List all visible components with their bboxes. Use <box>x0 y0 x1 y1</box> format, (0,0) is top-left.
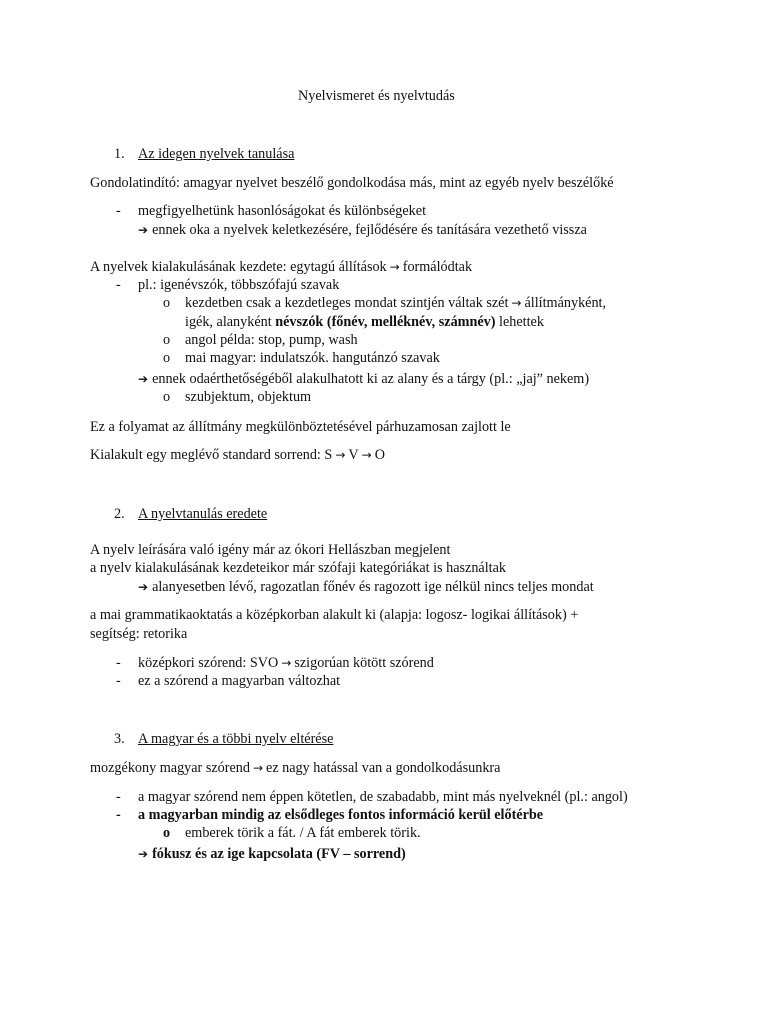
arrow-line: ➔ fókusz és az ige kapcsolata (FV – sorrend) <box>138 846 406 862</box>
bullet-circle: o <box>163 332 171 348</box>
bullet-dash: - <box>116 277 121 293</box>
bullet-circle: o <box>163 295 171 311</box>
right-arrow-icon: → <box>389 260 400 274</box>
right-arrow-icon: → <box>281 656 292 670</box>
paragraph: segítség: retorika <box>90 626 188 642</box>
paragraph: mozgékony magyar szórend → ez nagy hatással van a gondolkodásunkra <box>90 760 501 776</box>
bullet-text: szubjektum, objektum <box>185 389 312 405</box>
bullet-dash: - <box>116 673 121 689</box>
bullet-dash: - <box>116 807 121 823</box>
arrow-line: ➔ ennek oka a nyelvek keletkezésére, fejlődésére és tanítására vezethető vissza <box>138 222 587 238</box>
page-title: Nyelvismeret és nyelvtudás <box>298 88 455 104</box>
right-arrow-icon: → <box>361 448 372 462</box>
bullet-text: a magyar szórend nem éppen kötetlen, de szabadabb, mint más nyelveknél (pl.: angol) <box>138 789 628 805</box>
bullet-circle: o <box>163 825 171 841</box>
section-number: 1. <box>114 146 125 162</box>
paragraph: Gondolatindító: amagyar nyelvet beszélő gondolkodása más, mint az egyéb nyelv beszélőké <box>90 175 614 191</box>
paragraph: a mai grammatikaoktatás a középkorban alakult ki (alapja: logosz- logikai állítások) + <box>90 607 579 623</box>
arrow-icon: ➔ <box>138 847 149 861</box>
bullet-text: mai magyar: indulatszók. hangutánzó szavak <box>185 350 440 366</box>
paragraph: Ez a folyamat az állítmány megkülönböztetésével párhuzamosan zajlott le <box>90 419 511 435</box>
bullet-text: emberek törik a fát. / A fát emberek törik. <box>185 825 421 841</box>
section-heading: A nyelvtanulás eredete <box>138 506 268 522</box>
bullet-dash: - <box>116 655 121 671</box>
bullet-dash: - <box>116 203 121 219</box>
right-arrow-icon: → <box>511 296 522 310</box>
section-number: 3. <box>114 731 125 747</box>
right-arrow-icon: → <box>252 761 264 775</box>
paragraph: Kialakult egy meglévő standard sorrend: S → V → O <box>90 447 385 463</box>
right-arrow-icon: → <box>335 448 346 462</box>
bullet-text: angol példa: stop, pump, wash <box>185 332 358 348</box>
arrow-line: ➔ alanyesetben lévő, ragozatlan főnév és ragozott ige nélkül nincs teljes mondat <box>138 579 594 595</box>
bullet-text: megfigyelhetünk hasonlóságokat és különbségeket <box>138 203 427 219</box>
bullet-text: kezdetben csak a kezdetleges mondat szintjén váltak szét → állítmányként, <box>185 295 607 311</box>
bullet-dash: - <box>116 789 121 805</box>
section-heading: Az idegen nyelvek tanulása <box>138 146 295 162</box>
paragraph: A nyelvek kialakulásának kezdete: egytagú állítások → formálódtak <box>90 259 473 275</box>
paragraph: A nyelv leírására való igény már az ókori Hellászban megjelent <box>90 542 451 558</box>
bullet-text-continued: igék, alanyként névszók (főnév, melléknév, számnév) lehettek <box>185 314 544 330</box>
arrow-icon: ➔ <box>138 580 149 594</box>
bullet-text: középkori szórend: SVO → szigorúan kötött szórend <box>138 655 434 671</box>
bullet-circle: o <box>163 389 171 405</box>
bold-text: névszók (főnév, melléknév, számnév) <box>275 314 496 330</box>
paragraph: a nyelv kialakulásának kezdeteikor már szófaji kategóriákat is használtak <box>90 560 506 576</box>
arrow-line: ➔ ennek odaérthetőségéből alakulhatott ki az alany és a tárgy (pl.: „jaj” nekem) <box>138 371 590 387</box>
bullet-text: pl.: igenévszók, többszófajú szavak <box>138 277 340 293</box>
arrow-icon: ➔ <box>138 372 149 386</box>
arrow-icon: ➔ <box>138 223 149 237</box>
bullet-text-bold: a magyarban mindig az elsődleges fontos információ kerül előtérbe <box>138 807 544 823</box>
section-heading: A magyar és a többi nyelv eltérése <box>138 731 334 747</box>
section-number: 2. <box>114 506 125 522</box>
bullet-text: ez a szórend a magyarban változhat <box>138 673 341 689</box>
bullet-circle: o <box>163 350 171 366</box>
